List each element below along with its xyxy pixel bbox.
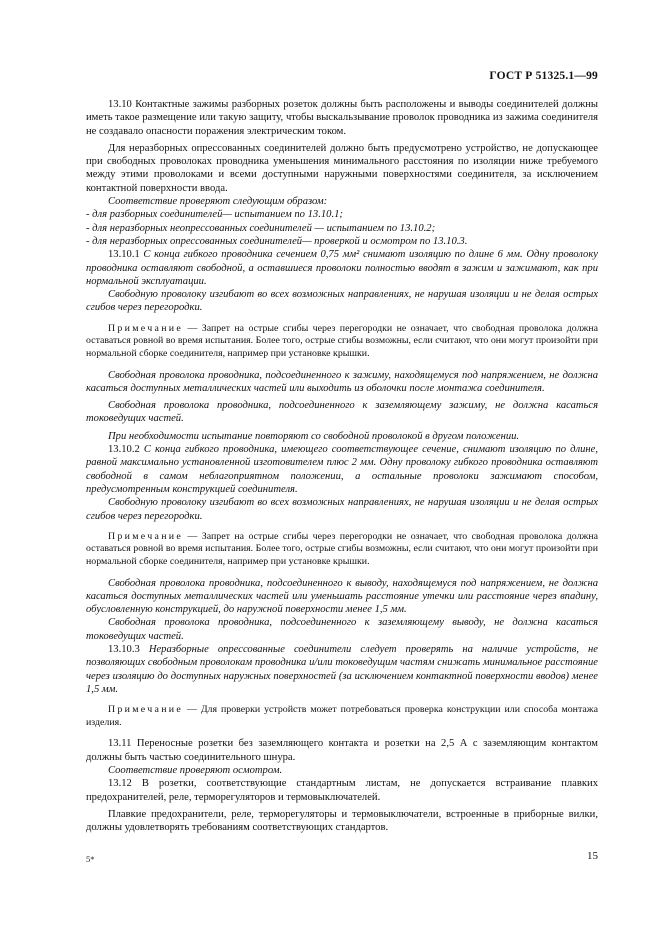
clause-13-10-2 bbox=[86, 443, 598, 496]
note-label: Примечание bbox=[108, 530, 184, 542]
paragraph-pressed-connectors: Для неразборных опрессованных соединителей должно быть предусмотрено устройство, не допускающее при свободных проволоках проводника уменьшения минимального расстояния по изоляции ниже требуемого между этими проволоками и всеми доступными наружными поверхностями соединителя, за исключением контактной поверхности ввода. bbox=[86, 142, 598, 194]
compliance-inspection: Соответствие проверяют осмотром. bbox=[108, 765, 283, 777]
paragraph-built-in-devices: Плавкие предохранители, реле, терморегуляторы и термовыключатели, встроенные в приборные вилки, должны удовлетворять требованиям соответствующих стандартов. bbox=[86, 808, 598, 834]
compliance-check-intro: Соответствие проверяют следующим образом: bbox=[108, 196, 328, 208]
document-code: ГОСТ Р 51325.1—99 bbox=[489, 70, 598, 82]
sheet-mark: 5* bbox=[86, 854, 95, 864]
clause-text: Неразборные опрессованные соединители следует проверять на наличие устройств, не позволяющих свободным проволокам проводника и/или токоведущим частям снижать минимальное расстояние через изоляцию до доступных наружных поверхностей (за исключением контактной поверхности вводов) менее 1,5 мм. bbox=[86, 644, 598, 695]
note bbox=[86, 323, 598, 361]
paragraph-bend-wire: Свободную проволоку изгибают во всех возможных направлениях, не нарушая изоляции и не делая острых сгибов через перегородки. bbox=[86, 497, 598, 522]
clause-13-10: 13.10 Контактные зажимы разборных розеток должны быть расположены и выводы соединителей должны иметь такое размещение или такую защиту, чтобы выскальзывание проволок проводника из зажима соединителя не создавало опасности поражения электрическим током. bbox=[86, 99, 598, 137]
document-body bbox=[86, 98, 598, 835]
paragraph-bend-wire: Свободную проволоку изгибают во всех возможных направлениях, не нарушая изоляции и не делая острых сгибов через перегородки. bbox=[86, 289, 598, 314]
paragraph-earth-terminal: Свободная проволока проводника, подсоединенного к заземляющему зажиму, не должна касаться токоведущих частей. bbox=[86, 400, 598, 425]
clause-number: 13.10.3 bbox=[108, 644, 149, 656]
note-text: — Запрет на острые сгибы через перегородки не означает, что свободная проволока должна оставаться ровной во время испытания. Более того, острые сгибы возможны, если считают, что они могут произойти при нормальной сборке соединителя, например при установке крышки. bbox=[86, 322, 598, 359]
paragraph-live-terminal: Свободная проволока проводника, подсоединенного к зажиму, находящемуся под напряжением, не должна касаться доступных металлических частей или выходить из оболочки после монтажа соединителя. bbox=[86, 369, 598, 394]
clause-number: 13.10.1 bbox=[108, 249, 144, 261]
list-item: - для неразборных опрессованных соединителей— проверкой и осмотром по 13.10.3. bbox=[86, 235, 468, 247]
paragraph-repeat-test: При необходимости испытание повторяют со свободной проволокой в другом положении. bbox=[108, 430, 520, 442]
clause-13-12: 13.12 В розетки, соответствующие стандартным листам, не допускается встраивание плавких предохранителей, реле, терморегуляторов и термовыключателей. bbox=[86, 778, 598, 803]
note-label: Примечание bbox=[108, 322, 184, 334]
clause-text: С конца гибкого проводника сечением 0,75 мм² снимают изоляцию по длине 6 мм. Одну проволоку проводника оставляют свободной, а оставшиеся проволоки полностью вводят в зажим и зажимают, как при нормальной эксплуатации. bbox=[86, 249, 598, 287]
note bbox=[86, 531, 598, 569]
note-text: — Для проверки устройств может потребоваться проверка конструкции или способа монтажа изделия. bbox=[86, 704, 598, 728]
page-number: 15 bbox=[587, 850, 598, 862]
list-item: - для неразборных неопрессованных соединителей — испытанием по 13.10.2; bbox=[86, 222, 436, 234]
clause-text: С конца гибкого проводника, имеющего соответствующее сечение, снимают изоляцию по длине, равной максимально установленной изготовителем плюс 2 мм. Одну проволоку гибкого проводника оставляют свободной в самом неблагоприятном положении, а остальные проволоки зажимают способом, предусмотренным конструкцией соединителя. bbox=[86, 444, 598, 495]
clause-number: 13.10.2 bbox=[108, 444, 144, 456]
note-label: Примечание bbox=[108, 704, 184, 716]
paragraph-live-output: Свободная проволока проводника, подсоединенного к выводу, находящемуся под напряжением, не должна касаться доступных металлических частей или уменьшать расстояние утечки или расстояние через впадину, обусловленную конструкцией, до наружной поверхности менее 1,5 мм. bbox=[86, 577, 598, 616]
note-text: — Запрет на острые сгибы через перегородки не означает, что свободная проволока должна оставаться ровной во время испытания. Более того, острые сгибы возможны, если считают, что они могут произойти при нормальной сборке соединителя, например при установке крышки. bbox=[86, 530, 598, 567]
clause-13-10-3 bbox=[86, 643, 598, 696]
clause-13-11: 13.11 Переносные розетки без заземляющего контакта и розетки на 2,5 А с заземляющим контактом должны быть частью соединительного шнура. bbox=[86, 738, 598, 763]
list-item: - для разборных соединителей— испытанием по 13.10.1; bbox=[86, 209, 343, 221]
note bbox=[86, 704, 598, 729]
paragraph-earth-output: Свободная проволока проводника, подсоединенного к заземляющему выводу, не должна касаться токоведущих частей. bbox=[86, 617, 598, 642]
clause-13-10-1 bbox=[86, 248, 598, 288]
